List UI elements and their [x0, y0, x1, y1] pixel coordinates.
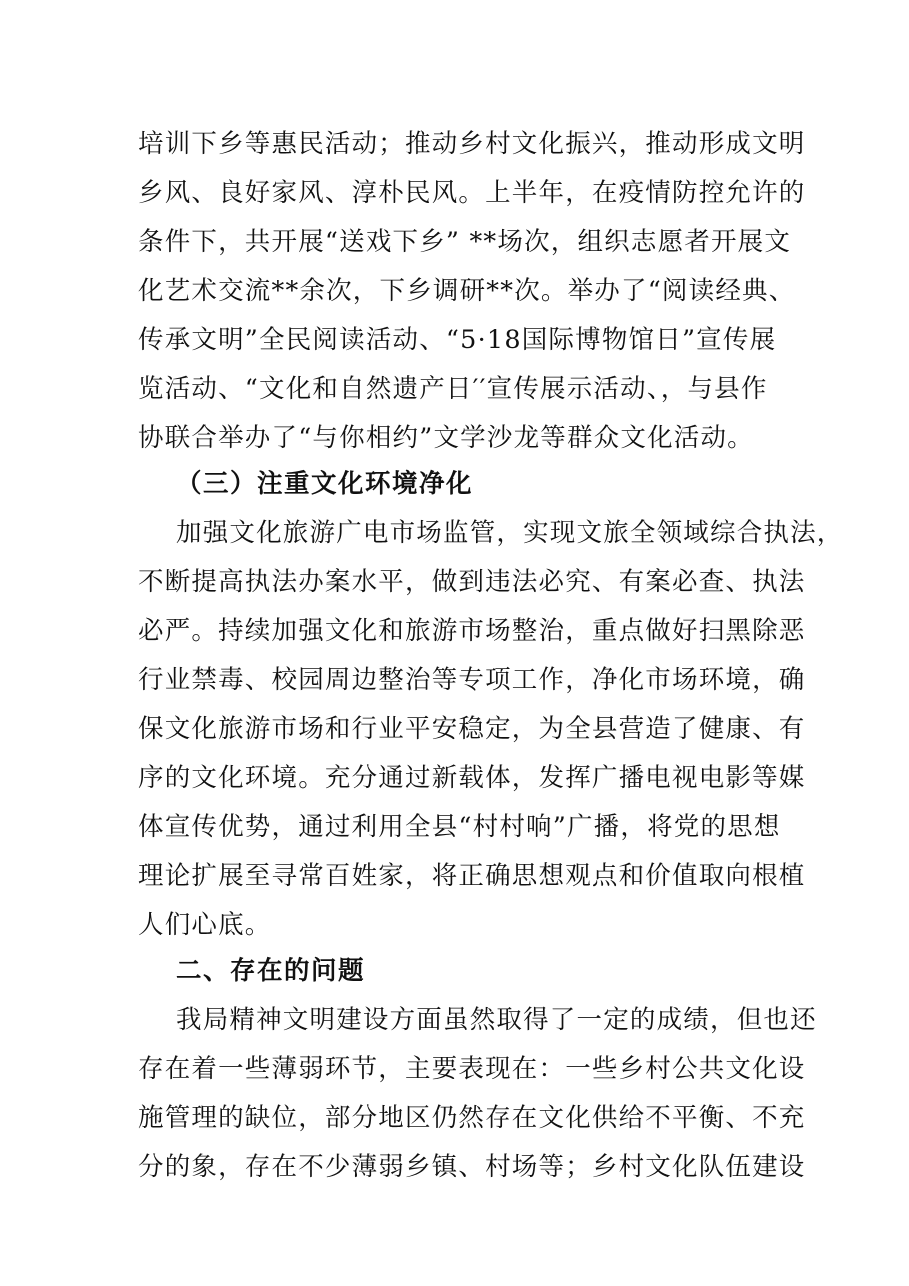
paragraph-line: 条件下，共开展“送戏下乡” **场次，组织志愿者开展文	[138, 227, 792, 257]
paragraph-line: 协联合举办了“与你相约”文学沙龙等群众文化活动。	[138, 423, 754, 453]
paragraph-line: 乡风、良好家风、淳朴民风。上半年，在疫情防控允许的	[138, 178, 806, 208]
section-heading: 二、存在的问题	[176, 956, 366, 986]
section-heading: （三）注重文化环境净化	[176, 469, 474, 499]
paragraph-line: 序的文化环境。充分通过新载体，发挥广播电视电影等媒	[138, 763, 806, 793]
paragraph-line: 我局精神文明建设方面虽然取得了一定的成绩，但也还	[176, 1005, 817, 1035]
paragraph-line: 览活动、“文化和自然遗产日′′宣传展示活动、，与县作	[138, 374, 768, 404]
paragraph-line: 存在着一些薄弱环节，主要表现在：一些乡村公共文化设	[138, 1054, 806, 1084]
paragraph-line: 保文化旅游市场和行业平安稳定，为全县营造了健康、有	[138, 714, 806, 744]
paragraph-line: 传承文明”全民阅读活动、“5·18国际博物馆日”宣传展	[138, 325, 777, 355]
paragraph-line: 加强文化旅游广电市场监管，实现文旅全领域综合执法，	[176, 518, 844, 548]
paragraph-line: 化艺术交流**余次，下乡调研**次。举办了“阅读经典、	[138, 276, 796, 306]
paragraph-line: 体宣传优势，通过利用全县“村村响”广播，将党的思想	[138, 812, 781, 842]
paragraph-line: 培训下乡等惠民活动；推动乡村文化振兴，推动形成文明	[138, 129, 806, 159]
paragraph-line: 分的象，存在不少薄弱乡镇、村场等；乡村文化队伍建设	[138, 1152, 806, 1182]
paragraph-line: 理论扩展至寻常百姓家，将正确思想观点和价值取向根植	[138, 861, 806, 891]
paragraph-line: 施管理的缺位，部分地区仍然存在文化供给不平衡、不充	[138, 1103, 806, 1133]
paragraph-line: 必严。持续加强文化和旅游市场整治，重点做好扫黑除恶	[138, 616, 806, 646]
paragraph-line: 人们心底。	[138, 910, 272, 940]
paragraph-line: 行业禁毒、校园周边整治等专项工作，净化市场环境，确	[138, 665, 806, 695]
paragraph-line: 不断提高执法办案水平，做到违法必究、有案必查、执法	[138, 567, 806, 597]
